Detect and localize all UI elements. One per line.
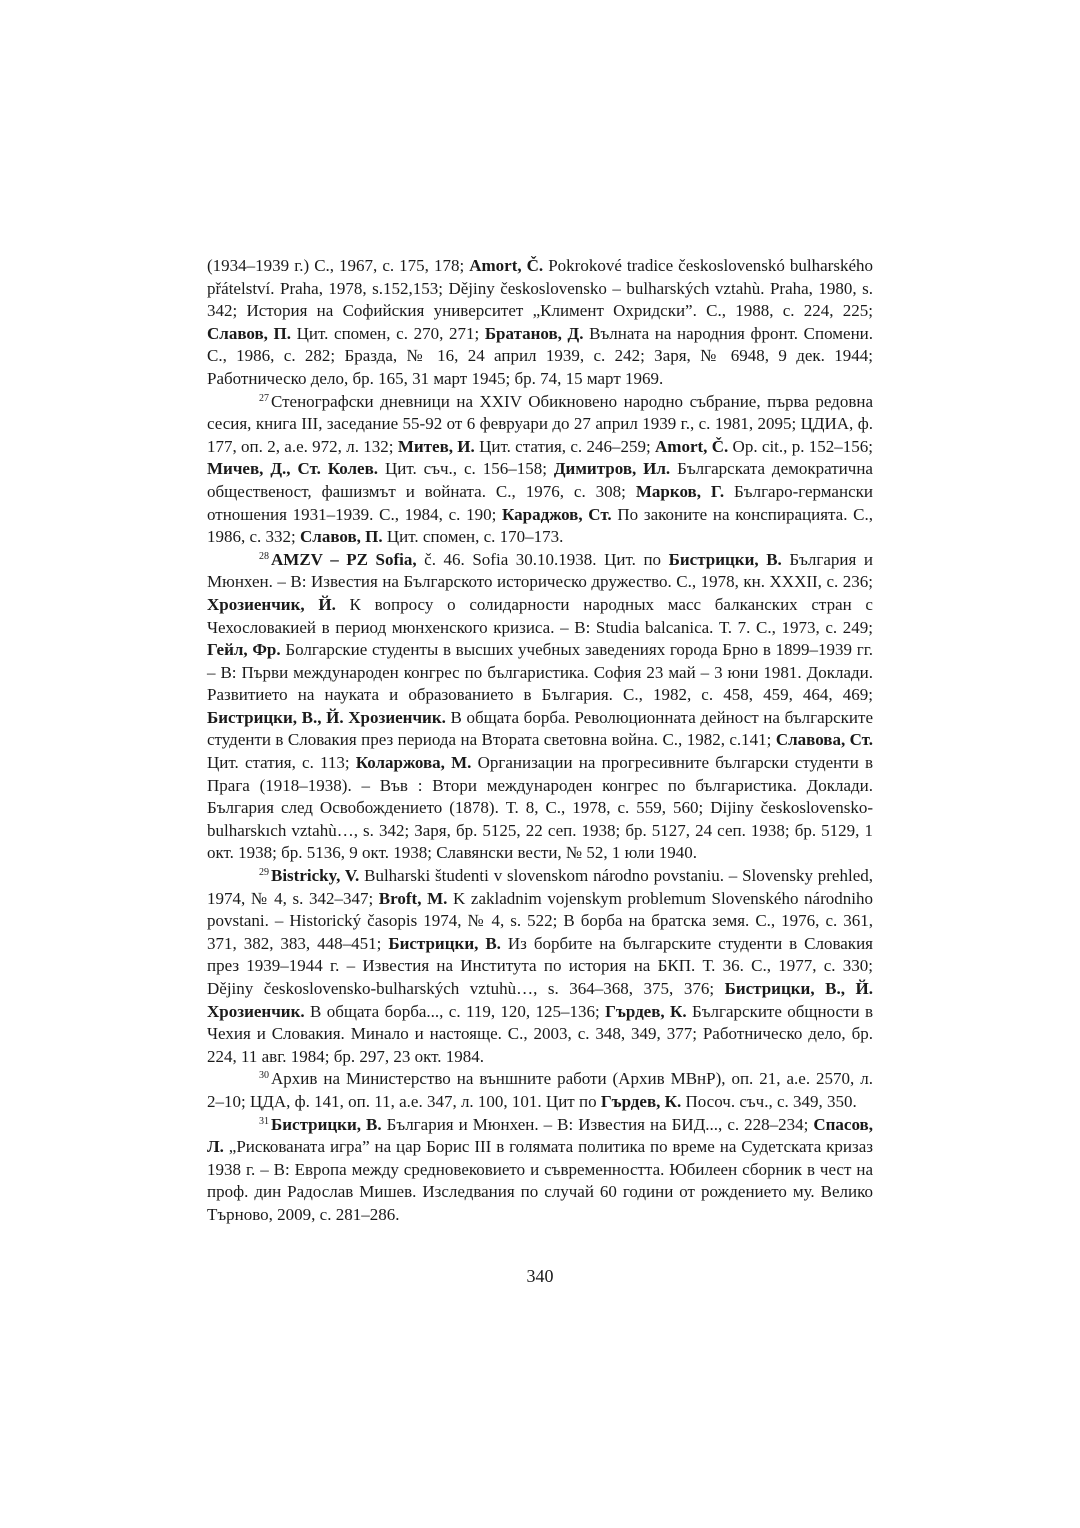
citation-text: В общата борба. Революционната дейност на българските студенти в Словакия през периода на Втората световна война. С., 1982, с.141; (207, 707, 873, 750)
cited-author: Amort, Č. (469, 256, 544, 275)
cited-author: Славова, Ст. (775, 730, 873, 750)
citation-text: K zakladnim vojenskym problemum Slovenského národniho povstani. – Historický časopis 1974, № 4, s. 522; В борба на братска земя. С., 1976, с. 361, 371, 382, 383, 448–451; (207, 888, 873, 953)
citation-text: Из борбите на българските студенти в Словакия през 1939–1944 г. – Известия на Института по история на БКП. Т. 36. С., 1977, с. 330; Dějiny československo-bulharských vztuhù…, s. 364–368, 375, 376; (207, 933, 873, 998)
footnote-number: 29 (259, 867, 269, 879)
citation-text: Българо-германски отношения 1931–1939. С., 1984, с. 190; (207, 481, 873, 524)
cited-author: Бистрицки, В. (668, 549, 782, 569)
cited-author: Мичев, Д., Ст. Колев. (207, 459, 379, 479)
cited-author: Бистрицки, В. (271, 1114, 382, 1134)
footnote-27 (207, 391, 873, 549)
cited-author: Бистрицки, В., Й. Хрозиенчик. (207, 707, 446, 727)
citation-text: č. 46. Sofia 30.10.1938. Цит. по (416, 549, 669, 569)
citation-text: Цит. съч., с. 156–158; (378, 459, 554, 479)
cited-author: Гейл, Фр. (207, 640, 281, 660)
cited-author: Братанов, Д. (484, 323, 584, 343)
page-number: 340 (526, 1266, 554, 1286)
cited-author: Amort, Č. (655, 436, 729, 456)
footnote-number: 27 (259, 392, 269, 404)
footnote-number: 31 (259, 1115, 269, 1127)
cited-author: Димитров, Ил. (553, 459, 671, 479)
citation-text: К вопросу о солидарности народных масс балканских стран с Чехословакией в период мюнхенского кризиса. – В: Studia balcanica. Т. 7. С., 1973, с. 249; (207, 594, 873, 637)
citation-text: Организации на прогресивните български студенти в Прага (1918–1938). – Във : Втори международен конгрес по българистика. Доклади. България след Освобождението (1878). Т. 8, С., 1978, с. 559, 560; Dijiny československo-bulharskıch vztahù…, s. 342; Заря, бр. 5125, 22 сеп. 1938; бр. 5127, 24 сеп. 1938; бр. 5129, 1 окт. 1938; бр. 5136, 9 окт. 1938; Славянски вести, № 52, 1 юли 1940. (207, 753, 873, 863)
citation-text: В общата борба..., с. 119, 120, 125–136; (304, 1001, 606, 1021)
cited-author: Хрозиенчик, Й. (207, 594, 336, 614)
citation-text: Цит. статия, с. 246–259; (474, 436, 656, 456)
cited-author: Спасов, Л. (207, 1114, 873, 1157)
footnote-30 (207, 1068, 873, 1113)
footnotes-block (207, 255, 873, 1227)
citation-text: Цит. спомен, с. 270, 271; (291, 323, 485, 343)
citation-text: България и Мюнхен. – В: Известия на БИД..., с. 228–234; (381, 1114, 814, 1134)
citation-text: Вълната на народния фронт. Спомени. С., 1986, с. 282; Бразда, № 16, 24 април 1939, с. 242; Заря, № 6948, 9 дек. 1944; Работническо дело, бр. 165, 31 март 1945; бр. 74, 15 март 1969. (207, 323, 874, 388)
citation-text: Архив на Министерство на външните работи (Архив МВнР), оп. 21, а.е. 2570, л. 2–10; ЦДА, ф. 141, оп. 11, а.е. 347, л. 100, 101. Цит по (207, 1069, 873, 1111)
citation-text: Посоч. съч., с. 349, 350. (681, 1091, 857, 1111)
cited-author: AMZV – PZ Sofia, (271, 549, 417, 569)
cited-author: Бистрицки, В. (388, 933, 501, 953)
footnote-29 (207, 865, 873, 1068)
cited-author: Broft, M. (378, 888, 448, 908)
cited-author: Славов, П. (300, 527, 383, 547)
cited-author: Славов, П. (207, 323, 291, 343)
citation-text: Op. cit., p. 152–156; (728, 436, 873, 456)
cited-author: Гърдев, К. (605, 1001, 687, 1021)
citation-text: По законите на конспирацията. С., 1986, с. 332; (207, 504, 874, 547)
citation-text: Болгарские студенты в высших учебных заведениях города Брно в 1899–1939 гг. – В: Първи международен конгрес по българистика. София 23 май – 3 юни 1981. Доклади. Развитието на науката и образованието в България. С., 1982, с. 458, 459, 464, 469; (207, 640, 873, 705)
citation-text: България и Мюнхен. – В: Известия на Българското историческо дружество. С., 1978, кн. XXXII, с. 236; (207, 549, 873, 592)
citation-text: Цит. спомен, с. 170–173. (382, 527, 564, 547)
citation-text: Стенографски дневници на XXIV Обикновено народно събрание, първа редовна сесия, книга III, заседание 55-92 от 6 февруари до 27 април 1939 г., с. 1981, 2095; ЦДИА, ф. 177, оп. 2, а.е. 972, л. 132; (207, 391, 873, 456)
cited-author: Бистрицки, В., Й. Хрозиенчик. (207, 979, 873, 1021)
citation-text: Цит. статия, с. 113; (207, 753, 356, 773)
footnote-31 (207, 1114, 873, 1227)
citation-text: Българските общности в Чехия и Словакия. Минало и настояще. С., 2003, с. 348, 349, 377; Работническо дело, бр. 224, 11 авг. 1984; бр. 297, 23 окт. 1984. (207, 1001, 873, 1066)
citation-text: Bulharski študenti v slovenskom národno povstaniu. – Slovensky prehled, 1974, № 4, s. 342–347; (207, 866, 873, 908)
cited-author: Гърдев, К. (600, 1091, 682, 1111)
cited-author: Коларжова, М. (355, 753, 472, 773)
cited-author: Bistricky, V. (271, 866, 360, 886)
footnote-continuation (207, 255, 873, 391)
cited-author: Марков, Г. (635, 481, 725, 501)
citation-text: „Рискованата игра” на цар Борис III в голямата политика по време на Судетската кризаз 1938 г. – В: Европа между средновековието и съвременността. Юбилеен сборник в чест на проф. дин Радослав Мишев. Изследвания по случай 60 години от рождението му. Велико Търново, 2009, с. 281–286. (207, 1137, 873, 1224)
footnote-number: 28 (259, 550, 269, 562)
cited-author: Караджов, Ст. (502, 504, 612, 524)
footnote-28 (207, 549, 873, 865)
citation-text: Pokrokové tradice československó bulharského přátelství. Praha, 1978, s.152,153; Dějiny československo – bulharských vztahù. Praha, 1980, s. 342; История на Софийския университет „Климент Охридски”. С., 1988, с. 224, 225; (207, 256, 873, 321)
citation-text: (1934–1939 г.) С., 1967, с. 175, 178; (207, 256, 470, 275)
cited-author: Митев, И. (397, 436, 475, 456)
footnote-number: 30 (259, 1070, 269, 1082)
citation-text: Българската демократична общественост, фашизмът и войната. С., 1976, с. 308; (207, 459, 873, 501)
